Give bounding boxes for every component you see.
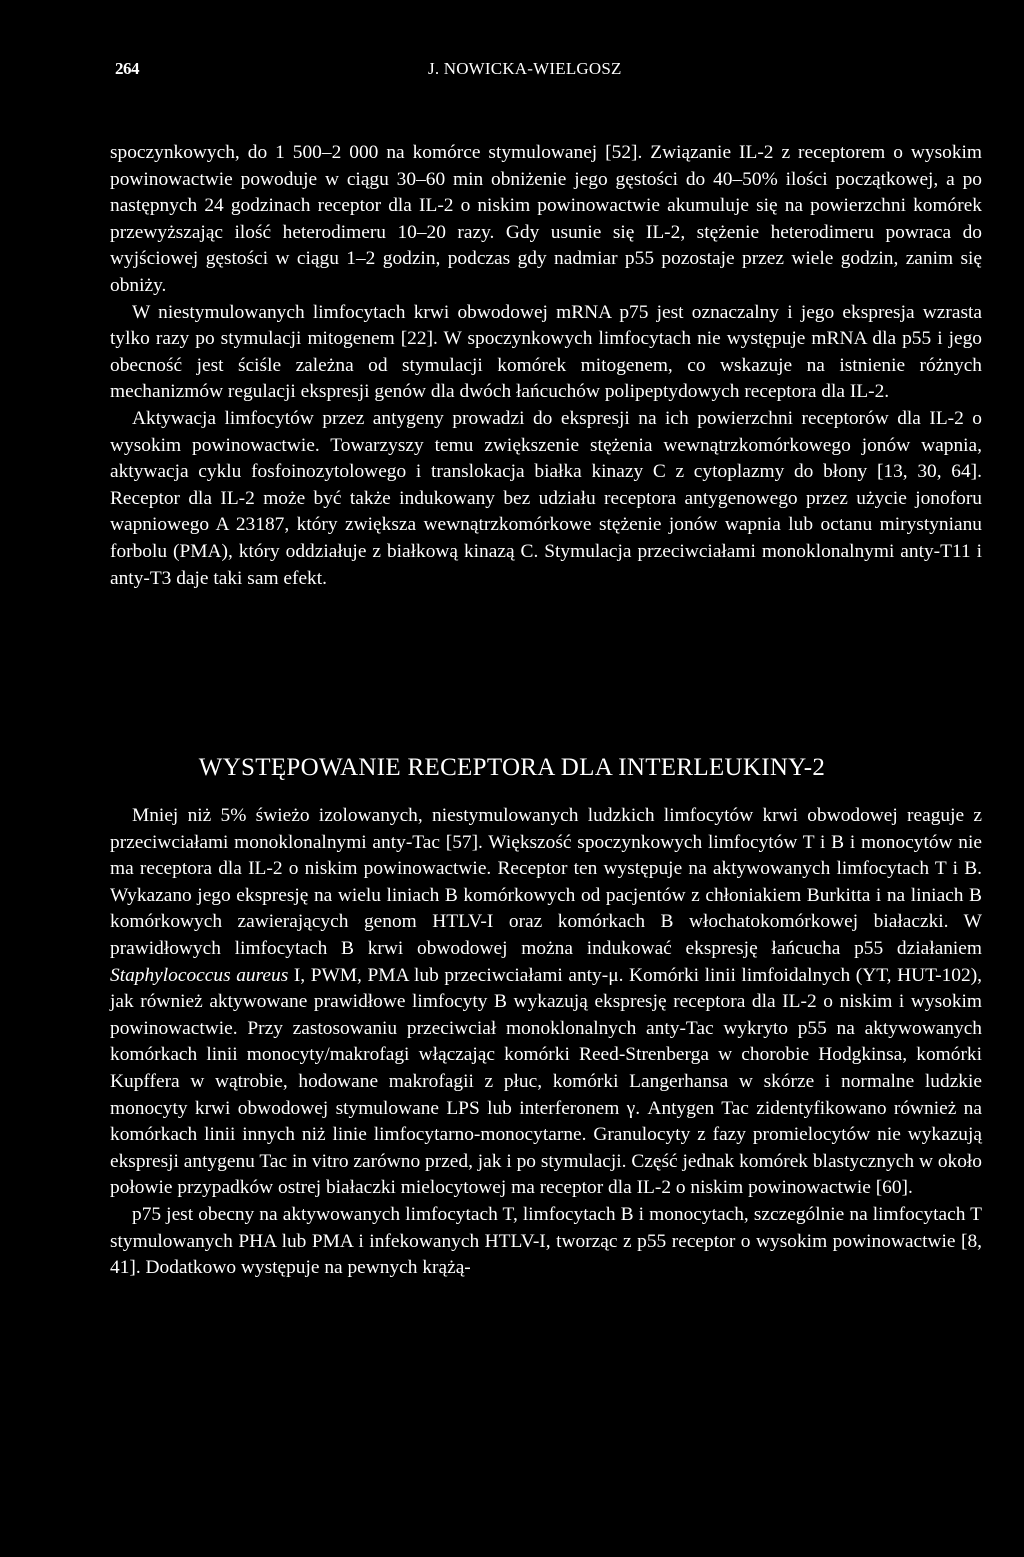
paragraph-occurrence (110, 803, 982, 1202)
paragraph-occurrence-part-1: Mniej niż 5% świeżo izolowanych, niestymulowanych ludzkich limfocytów krwi obwodowej reaguje z przeciwciałami monoklonalnymi anty-Tac [57]. Większość spoczynkowych limfocytów T i B i monocytów nie ma receptora dla IL-2 o niskim powinowactwie. Receptor ten występuje na aktywowanych limfocytach T i B. Wykazano jego ekspresję na wielu liniach B komórkowych od pacjentów z chłoniakiem Burkitta i na liniach B komórkowych zawierających genom HTLV-I oraz komórkach B włochatokomórkowej białaczki. W prawidłowych limfocytach B krwi obwodowej można indukować ekspresję łańcucha p55 działaniem (110, 805, 982, 959)
species-name: Staphylococcus aureus (110, 964, 289, 986)
paragraph-activation: Aktywacja limfocytów przez antygeny prowadzi do ekspresji na ich powierzchni receptorów dla IL-2 o wysokim powinowactwie. Towarzyszy temu zwiększenie stężenia wewnątrzkomórkowego jonów wapnia, aktywacja cyklu fosfoinozytolowego i translokacja białka kinazy C z cytoplazmy do błony [13, 30, 64]. Receptor dla IL-2 może być także indukowany bez udziału receptora antygenowego przez użycie jonoforu wapniowego A 23187, który zwiększa wewnątrzkomórkowe stężenie jonów wapnia lub octanu mirystynianu forbolu (PMA), który oddziałuje z białkową kinazą C. Stymulacja przeciwciałami monoklonalnymi anty-T11 i anty-T3 daje taki sam efekt. (110, 407, 982, 589)
page-number: 264 (115, 59, 139, 78)
section-heading: WYSTĘPOWANIE RECEPTORA DLA INTERLEUKINY-2 (198, 753, 826, 781)
text-block-section (110, 803, 982, 1282)
running-title: J. NOWICKA-WIELGOSZ (428, 59, 622, 78)
paragraph-occurrence-part-2: I, PWM, PMA lub przeciwciałami anty-μ. Komórki linii limfoidalnych (YT, HUT-102), jak również aktywowane prawidłowe limfocyty B wykazują ekspresję receptora dla IL-2 o niskim i wysokim powinowactwie. Przy zastosowaniu przeciwciał monoklonalnych anty-Tac wykryto p55 na aktywowanych komórkach linii monocyty/makrofagi włączając komórki Reed-Strenberga w chorobie Hodgkinsa, komórki Kupffera w wątrobie, hodowane makrofagii z płuc, komórki Langerhansa w skórze i normalne ludzkie monocyty krwi obwodowej stymulowane LPS lub interferonem γ. Antygen Tac zidentyfikowano również na komórkach linii innych niż linie limfocytarno-monocytarne. Granulocyty z fazy promielocytów nie wykazują ekspresji antygenu Tac in vitro zarówno przed, jak i po stymulacji. Część jednak komórek blastycznych w około połowie przypadków ostrej białaczki mielocytowej ma receptor dla IL-2 o niskim powinowactwie [60]. (110, 964, 982, 1199)
paragraph-continuation: spoczynkowych, do 1 500–2 000 na komórce stymulowanej [52]. Związanie IL-2 z receptorem o wysokim powinowactwie powoduje w ciągu 30–60 min obniżenie jego gęstości do 40–50% ilości początkowej, a po następnych 24 godzinach receptor dla IL-2 o niskim powinowactwie akumuluje się na powierzchni komórek przewyższając ilość heterodimeru 10–20 razy. Gdy usunie się IL-2, stężenie heterodimeru powraca do wyjściowej gęstości w ciągu 1–2 godzin, podczas gdy nadmiar p55 pozostaje przez wiele godzin, zanim się obniży. (110, 142, 982, 296)
paragraph-mrna-expression: W niestymulowanych limfocytach krwi obwodowej mRNA p75 jest oznaczalny i jego ekspresja wzrasta tylko razy po stymulacji mitogenem [22]. W spoczynkowych limfocytach nie występuje mRNA dla p55 i jego obecność jest ściśle zależna od stymulacji komórek mitogenem, co wskazuje na istnienie różnych mechanizmów regulacji ekspresji genów dla dwóch łańcuchów polipeptydowych receptora dla IL-2. (110, 301, 982, 403)
running-head (0, 59, 1024, 83)
text-block-top (110, 140, 982, 592)
paragraph-p75: p75 jest obecny na aktywowanych limfocytach T, limfocytach B i monocytach, szczególnie na limfocytach T stymulowanych PHA lub PMA i infekowanych HTLV-I, tworząc z p55 receptor o wysokim powinowactwie [8, 41]. Dodatkowo występuje na pewnych krążą- (110, 1203, 982, 1279)
